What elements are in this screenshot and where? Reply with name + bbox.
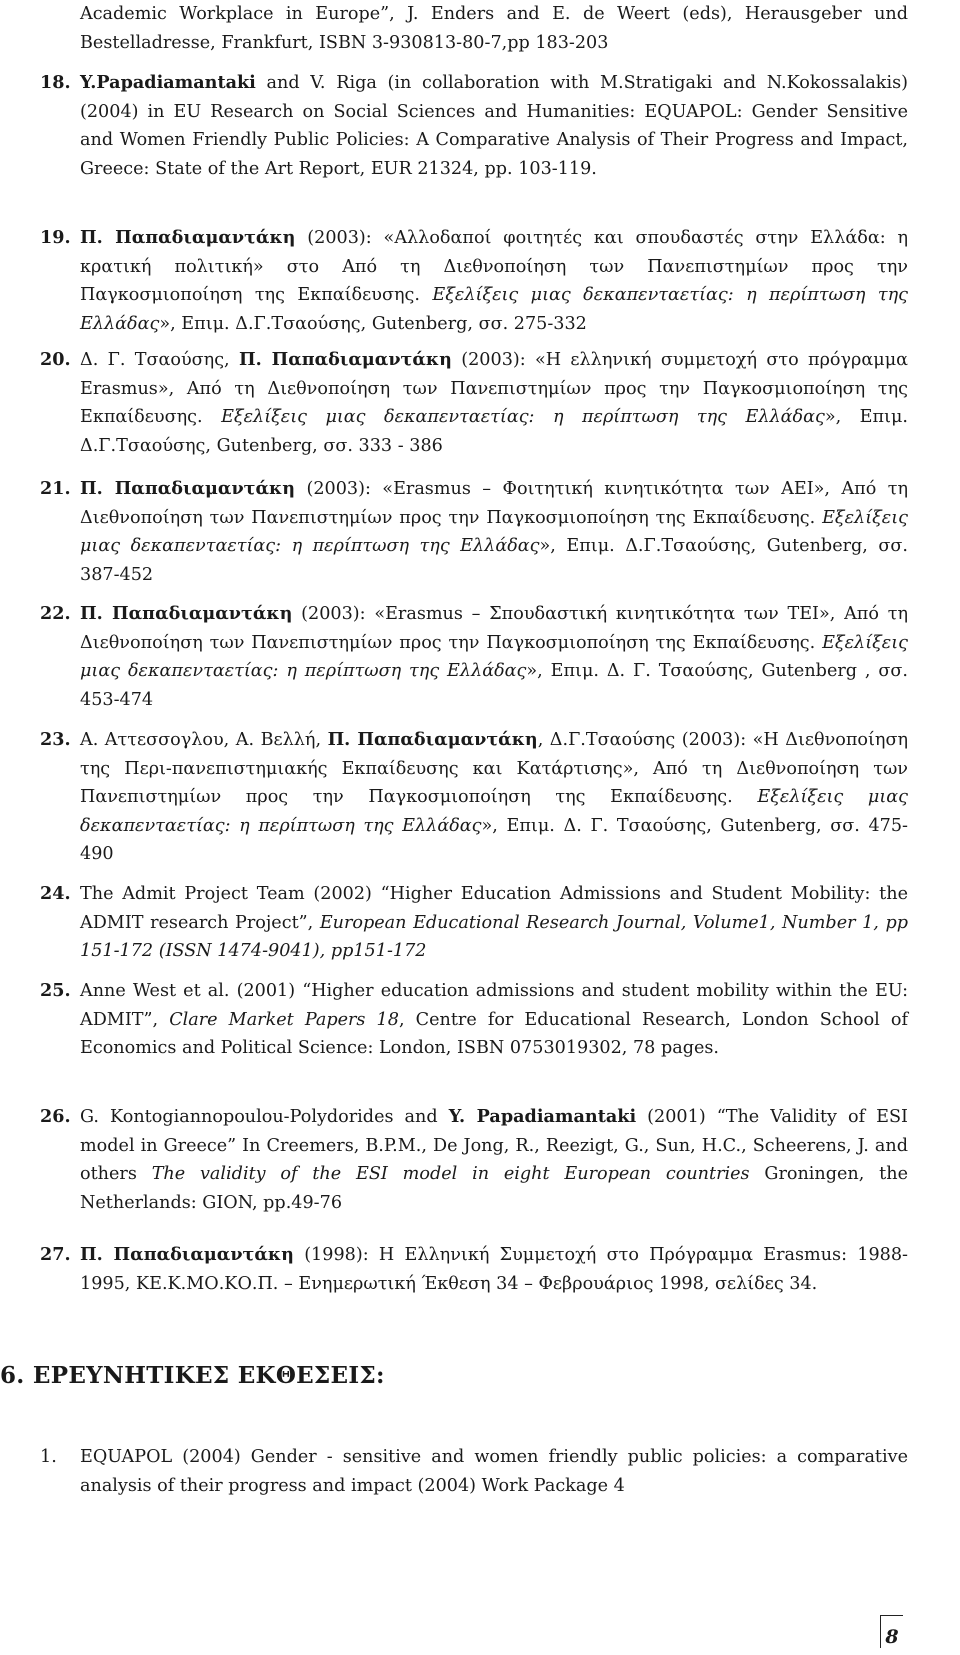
reference-number: 27. bbox=[40, 1244, 71, 1265]
book-title: Εξελίξεις μιας δεκαπενταετίας: η περίπτωση της Ελλάδας bbox=[80, 787, 908, 836]
reference-number: 21. bbox=[40, 478, 71, 499]
continuation-text: Academic Workplace in Europe”, J. Enders and E. de Weert (eds), Herausgeber und Bestelladresse, Frankfurt, ISBN 3-930813-80-7,pp 183-203 bbox=[80, 4, 908, 53]
reference-18 bbox=[40, 69, 908, 183]
reference-body: Π. Παπαδιαμαντάκη (1998): Η Ελληνική Συμμετοχή στο Πρόγραμμα Erasmus: 1988-1995, ΚΕ.Κ.ΜΟ.ΚΟ.Π. – Ενημερωτική Έκθεση 34 – Φεβρουάριος 1998, σελίδες 34. bbox=[80, 1244, 909, 1294]
journal-title: European Educational Research Journal, Volume1, Number 1, pp 151-172 (ISSN 1474-9041), pp151-172 bbox=[80, 912, 908, 961]
series-title: Clare Market Papers 18 bbox=[169, 1009, 399, 1030]
reference-body: The Admit Project Team (2002) “Higher Education Admissions and Student Mobility: the ADMIT research Project”, European Educational Research Journal, Volume1, Number 1, pp 151-172 (ISSN 1474-9041), pp151-172 bbox=[80, 884, 908, 961]
reference-number: 23. bbox=[40, 729, 71, 750]
page-number: 8 bbox=[880, 1615, 903, 1648]
reference-body: Y.Papadiamantaki and V. Riga (in collaboration with M.Stratigaki and N.Kokossalakis) (2004) in EU Research on Social Sciences and Humanities: EQUAPOL: Gender Sensitive and Women Friendly Public Policies: A Comparative Analysis of Their Progress and Impact, Greece: State of the Art Report, EUR 21324, pp. 103-119. bbox=[80, 72, 908, 179]
reference-22 bbox=[40, 600, 908, 714]
reference-number: 20. bbox=[40, 349, 71, 370]
reference-20 bbox=[40, 346, 908, 460]
reference-body: G. Kontogiannopoulou-Polydorides and Y. Papadiamantaki (2001) “The Validity of ESI model in Greece” In Creemers, B.P.M., De Jong, R., Reezigt, G., Sun, H.C., Scheerens, J. and others The validity of the ESI model in eight European countries Groningen, the Netherlands: GION, pp.49-76 bbox=[80, 1106, 908, 1213]
reference-21 bbox=[40, 475, 908, 589]
author-bold: Π. Παπαδιαμαντάκη bbox=[327, 729, 538, 750]
book-title: Εξελίξεις μιας δεκαπενταετίας: η περίπτωση της Ελλάδας bbox=[80, 632, 908, 681]
reference-body: Π. Παπαδιαμαντάκη (2003): «Erasmus – Φοιτητική κινητικότητα των ΑΕΙ», Από τη Διεθνοποίηση των Πανεπιστημίων προς την Παγκοσμιοποίηση της Εκπαίδευσης. Εξελίξεις μιας δεκαπενταετίας: η περίπτωση της Ελλάδας», Επιμ. Δ.Γ.Τσαούσης, Gutenberg, σσ. 387-452 bbox=[80, 478, 908, 585]
author-bold: Π. Παπαδιαμαντάκη bbox=[80, 1244, 294, 1265]
section-heading: 6. ΕΡΕΥΝΗΤΙΚΕΣ ΕΚΘΕΣΕΙΣ: bbox=[0, 1362, 385, 1389]
author-bold: Π. Παπαδιαμαντάκη bbox=[238, 349, 452, 370]
reference-27 bbox=[40, 1241, 908, 1298]
reference-19 bbox=[40, 224, 908, 338]
reference-body: Δ. Γ. Τσαούσης, Π. Παπαδιαμαντάκη (2003): «Η ελληνική συμμετοχή στο πρόγραμμα Erasmus», Από τη Διεθνοποίηση των Πανεπιστημίων προς την Παγκοσμιοποίηση της Εκπαίδευσης. Εξελίξεις μιας δεκαπενταετίας: η περίπτωση της Ελλάδας», Επιμ. Δ.Γ.Τσαούσης, Gutenberg, σσ. 333 - 386 bbox=[80, 349, 909, 456]
author-bold: Y.Papadiamantaki bbox=[80, 72, 256, 93]
author-bold: Π. Παπαδιαμαντάκη bbox=[80, 478, 296, 499]
reference-number: 24. bbox=[40, 883, 71, 904]
reference-body: Π. Παπαδιαμαντάκη (2003): «Erasmus – Σπουδαστική κινητικότητα των ΤΕΙ», Από τη Διεθνοποίηση των Πανεπιστημίων προς την Παγκοσμιοποίηση της Εκπαίδευσης. Εξελίξεις μιας δεκαπενταετίας: η περίπτωση της Ελλάδας», Επιμ. Δ. Γ. Τσαούσης, Gutenberg , σσ. 453-474 bbox=[80, 603, 908, 710]
book-title: The validity of the ESI model in eight European countries bbox=[151, 1164, 750, 1184]
reference-25 bbox=[40, 977, 908, 1063]
reference-23 bbox=[40, 726, 908, 869]
author-bold: Π. Παπαδιαμαντάκη bbox=[80, 227, 296, 248]
reference-body: Anne West et al. (2001) “Higher education admissions and student mobility within the EU: ADMIT”, Clare Market Papers 18, Centre for Educational Research, London School of Economics and Political Science: London, ISBN 0753019302, 78 pages. bbox=[80, 981, 908, 1058]
reference-body: Π. Παπαδιαμαντάκη (2003): «Αλλοδαποί φοιτητές και σπουδαστές στην Ελλάδα: η κρατική πολιτική» στο Από τη Διεθνοποίηση των Πανεπιστημίων προς την Παγκοσμιοποίηση της Εκπαίδευσης. Εξελίξεις μιας δεκαπενταετίας: η περίπτωση της Ελλάδας», Επιμ. Δ.Γ.Τσαούσης, Gutenberg, σσ. 275-332 bbox=[80, 227, 908, 334]
reference-number: 25. bbox=[40, 980, 71, 1001]
author-bold: Π. Παπαδιαμαντάκη bbox=[80, 603, 293, 624]
reference-number: 19. bbox=[40, 227, 71, 248]
reference-number: 22. bbox=[40, 603, 71, 624]
book-title: Εξελίξεις μιας δεκαπενταετίας: η περίπτωση της Ελλάδας bbox=[80, 507, 908, 556]
report-number: 1. bbox=[40, 1447, 57, 1467]
report-body: EQUAPOL (2004) Gender - sensitive and women friendly public policies: a comparative analysis of their progress and impact (2004) Work Package 4 bbox=[80, 1447, 908, 1496]
book-title: Εξελίξεις μιας δεκαπενταετίας: η περίπτωση της Ελλάδας bbox=[80, 285, 908, 334]
reference-number: 18. bbox=[40, 72, 71, 93]
report-item-1 bbox=[40, 1443, 908, 1500]
reference-24 bbox=[40, 880, 908, 966]
reference-26 bbox=[40, 1103, 908, 1217]
reference-body: Α. Αττεσσογλου, Α. Βελλή, Π. Παπαδιαμαντάκη, Δ.Γ.Τσαούσης (2003): «Η Διεθνοποίηση της Περι-πανεπιστημιακής Εκπαίδευσης και Κατάρτισης», Από τη Διεθνοποίηση των Πανεπιστημίων προς την Παγκοσμιοποίηση της Εκπαίδευσης. Εξελίξεις μιας δεκαπενταετίας: η περίπτωση της Ελλάδας», Επιμ. Δ. Γ. Τσαούσης, Gutenberg, σσ. 475-490 bbox=[80, 729, 909, 864]
reference-number: 26. bbox=[40, 1106, 71, 1127]
book-title: Εξελίξεις μιας δεκαπενταετίας: η περίπτωση της Ελλάδας bbox=[221, 407, 825, 427]
author-bold: Y. Papadiamantaki bbox=[448, 1106, 637, 1127]
